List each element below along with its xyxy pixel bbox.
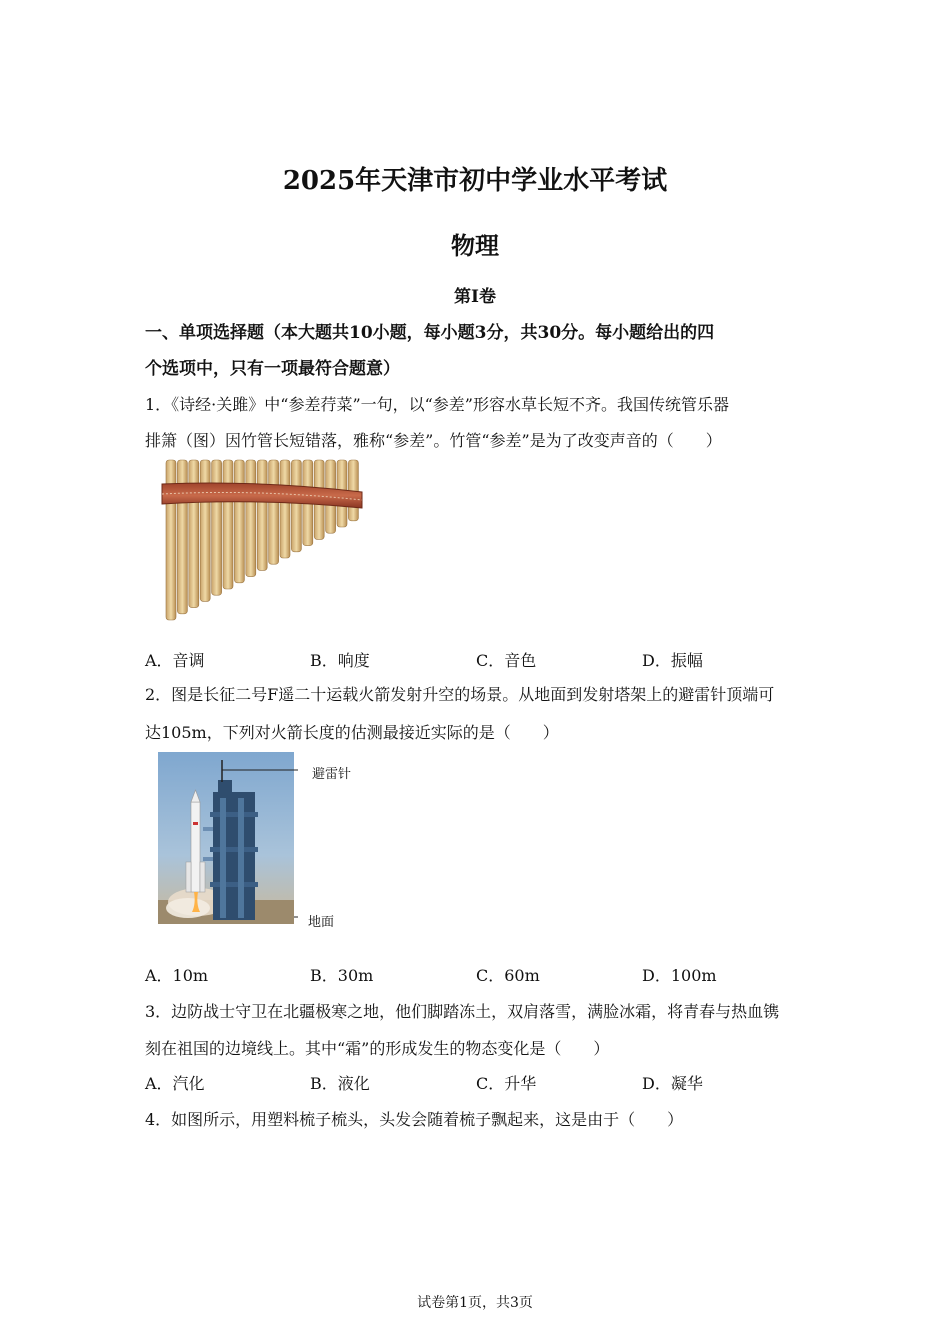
ground-label: 地面 — [308, 915, 335, 930]
bamboo-pipe — [257, 460, 267, 570]
panpipe-image — [158, 456, 368, 624]
question-2-line-2: 达105m，下列对火箭长度的估测最接近实际的是（ ） — [145, 723, 559, 742]
bamboo-pipe — [189, 460, 199, 608]
bamboo-pipe — [223, 460, 233, 589]
section-heading-line-2: 个选项中，只有一项最符合题意） — [145, 359, 400, 379]
exam-title: 2025年天津市初中学业水平考试 — [282, 166, 668, 196]
bamboo-pipe — [200, 460, 210, 601]
question-3-option-a: A．汽化 — [145, 1074, 205, 1093]
question-1-line-1: 1．《诗经·关雎》中“参差荇菜”一句，以“参差”形容水草长短不齐。我国传统管乐器 — [145, 395, 729, 414]
bamboo-pipe — [291, 460, 301, 552]
question-3-option-b: B．液化 — [310, 1074, 370, 1093]
question-3-option-d: D．凝华 — [642, 1074, 703, 1093]
page-footer: 试卷第1页，共3页 — [417, 1295, 533, 1311]
bamboo-pipe — [212, 460, 222, 595]
subject-title: 物理 — [451, 231, 499, 260]
question-2-option-c: C．60m — [476, 966, 540, 985]
question-2-line-1: 2．图是长征二号F遥二十运载火箭发射升空的场景。从地面到发射塔架上的避雷针顶端可 — [145, 685, 775, 704]
lightning-rod-label: 避雷针 — [312, 767, 352, 782]
rocket-launch-image — [158, 752, 298, 924]
question-1-option-b: B．响度 — [310, 651, 370, 670]
question-3-line-2: 刻在祖国的边境线上。其中“霜”的形成发生的物态变化是（ ） — [145, 1039, 610, 1058]
question-1-option-a: A．音调 — [145, 651, 205, 670]
question-3-option-c: C．升华 — [476, 1074, 537, 1093]
question-4-line-1: 4．如图所示，用塑料梳子梳头，头发会随着梳子飘起来，这是由于（ ） — [145, 1110, 684, 1129]
section-heading-line-1: 一、单项选择题（本大题共10小题，每小题3分，共30分。每小题给出的四 — [145, 323, 715, 343]
bamboo-pipe — [269, 460, 279, 564]
bamboo-pipe — [280, 460, 290, 558]
question-2-option-d: D．100m — [642, 966, 717, 985]
volume-label: 第Ⅰ卷 — [454, 287, 496, 307]
question-1-line-2: 排箫（图）因竹管长短错落，雅称“参差”。竹管“参差”是为了改变声音的（ ） — [145, 431, 722, 450]
bamboo-pipe — [234, 460, 244, 583]
bamboo-pipe — [246, 460, 256, 577]
question-3-line-1: 3．边防战士守卫在北疆极寒之地，他们脚踏冻土，双肩落雪，满脸冰霜，将青春与热血镌 — [145, 1002, 780, 1021]
question-2-option-b: B．30m — [310, 966, 374, 985]
question-1-option-c: C．音色 — [476, 651, 537, 670]
question-2-option-a: A．10m — [145, 966, 209, 985]
question-1-option-d: D．振幅 — [642, 651, 703, 670]
